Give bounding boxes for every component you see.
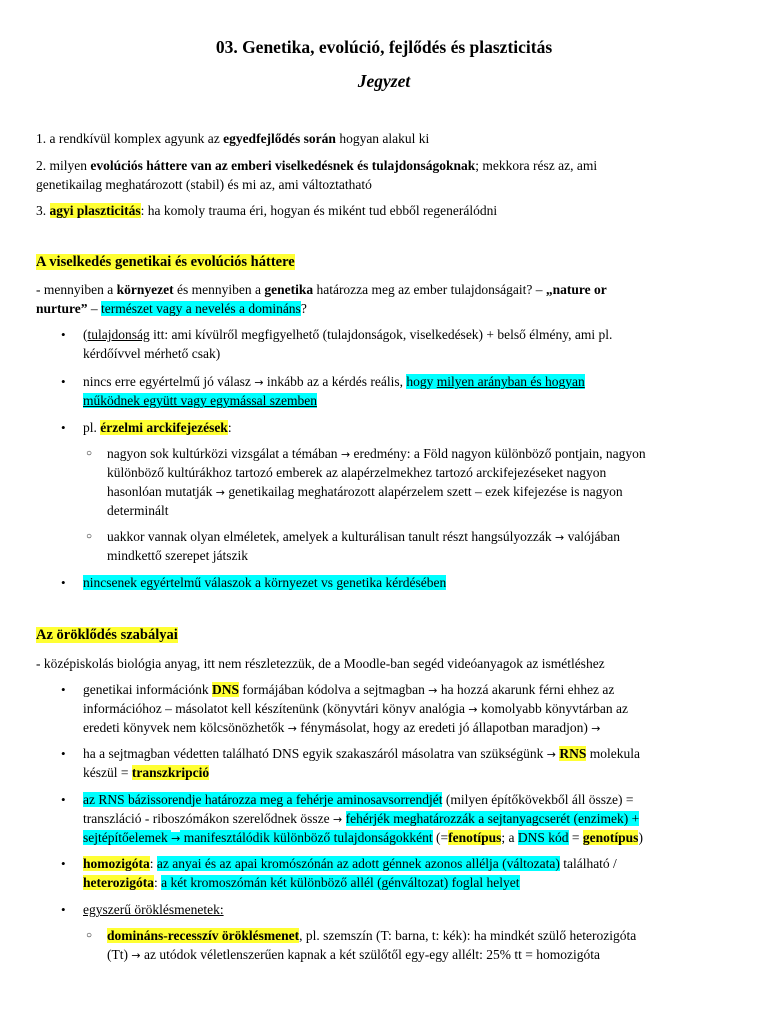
arrow-icon: →: [215, 486, 225, 499]
s1-bullet-4: nincsenek egyértelmű válaszok a környezet vs genetika kérdésében: [83, 575, 447, 590]
s2-bullet-3-cont: transzláció - riboszómákon szerelődnek össze → fehérjék meghatározzák a sejtanyagcserét (enzimek) +: [83, 811, 640, 826]
intro-line-1: 1. a rendkívül komplex agyunk az egyedfejlődés során hogyan alakul ki: [36, 131, 430, 146]
s1-sub-2-cont: mindkettő szerepet játszik: [107, 548, 248, 563]
s1-bullet-3: pl. érzelmi arckifejezések:: [83, 420, 232, 435]
arrow-icon: →: [333, 813, 343, 826]
intro-line-3: 3. agyi plaszticitás: ha komoly trauma éri, hogyan és miként tud ebből regenerálódni: [36, 203, 498, 218]
s1-sub-1: nagyon sok kultúrközi vizsgálat a témában → eredmény: a Föld nagyon különböző pontjain, nagyon: [107, 446, 646, 461]
s2-bullet-2: ha a sejtmagban védetten található DNS egyik szakaszáról másolatra van szükségünk → RNS molekula: [83, 746, 640, 761]
arrow-icon: →: [287, 722, 297, 735]
bullet-icon: •: [61, 575, 66, 590]
arrow-icon: →: [131, 949, 141, 962]
bullet-icon: •: [61, 420, 66, 435]
arrow-icon: →: [554, 531, 565, 544]
section-heading-2: Az öröklődés szabályai: [36, 627, 178, 643]
s1-sub-2: uakkor vannak olyan elméletek, amelyek a kulturálisan tanult részt hangsúlyozzák → valójában: [107, 529, 621, 544]
circle-bullet-icon: ○: [86, 531, 93, 542]
s1-sub-1-cont: különböző kultúrákhoz tartozó emberek az alapérzelmekhez tartozó arckifejezéseket nagyon: [107, 465, 607, 480]
bullet-icon: •: [61, 746, 66, 761]
document-subtitle: Jegyzet: [357, 71, 411, 91]
bullet-icon: •: [61, 856, 66, 871]
s2-bullet-1: genetikai információnk DNS formájában kódolva a sejtmagban → ha hozzá akarunk férni ehhez az: [83, 682, 615, 697]
s2-bullet-1-cont2: eredeti könyvek nem kölcsönözhetők → fénymásolat, hogy az eredeti jó állapotban maradjon) →: [83, 720, 601, 735]
circle-bullet-icon: ○: [86, 930, 93, 941]
s1-bullet-1-cont: kérdőívvel mérhető csak): [83, 346, 221, 361]
s2-sub-1: domináns-recesszív öröklésmenet, pl. szemszín (T: barna, t: kék): ha mindkét szülő heterozigóta: [107, 928, 637, 943]
arrow-icon: →: [171, 832, 181, 845]
s2-bullet-2-cont: készül = transzkripció: [83, 765, 210, 780]
s2-sub-1-cont: (Tt) → az utódok véletlenszerűen kapnak a két szülőtől egy-egy allélt: 25% tt = homozigóta: [107, 947, 600, 962]
bullet-icon: •: [61, 682, 66, 697]
s1-sub-1-cont3: determinált: [107, 503, 169, 518]
section2-paragraph: - középiskolás biológia anyag, itt nem részletezzük, de a Moodle-ban segéd videóanyagok az ismétléshez: [36, 656, 605, 671]
s1-sub-1-cont2: hasonlóan mutatják → genetikailag meghatározott alapérzelem szett – ezek kifejezése is nagyon: [107, 484, 623, 499]
arrow-icon: →: [340, 448, 351, 461]
s1-bullet-2-cont: működnek együtt vagy egymással szemben: [83, 393, 317, 408]
bullet-icon: •: [61, 792, 66, 807]
arrow-icon: →: [254, 376, 264, 389]
s1-bullet-2: nincs erre egyértelmű jó válasz → inkább az a kérdés reális, hogy milyen arányban és hogyan: [83, 374, 585, 389]
document-title: 03. Genetika, evolúció, fejlődés és plaszticitás: [215, 37, 553, 57]
arrow-icon: →: [591, 722, 601, 735]
s2-bullet-1-cont: információhoz – másolatot kell készítenünk (könyvtári könyv analógia → komolyabb könyvtárban az: [83, 701, 628, 716]
arrow-icon: →: [468, 703, 478, 716]
circle-bullet-icon: ○: [86, 448, 93, 459]
s2-bullet-4: homozigóta: az anyai és az apai kromószónán az adott génnek azonos allélja (változata) található /: [83, 856, 617, 871]
section-heading-1: A viselkedés genetikai és evolúciós háttere: [36, 254, 295, 270]
s2-bullet-3: az RNS bázissorendje határozza meg a fehérje aminosavsorrendjét (milyen építőkövekből áll össze) =: [83, 792, 634, 807]
section1-paragraph-cont: nurture” – természet vagy a nevelés a domináns?: [36, 301, 307, 316]
intro-line-2-cont: genetikailag meghatározott (stabil) és mi az, ami változtatható: [36, 177, 372, 192]
bullet-icon: •: [61, 902, 66, 917]
section1-paragraph: - mennyiben a környezet és mennyiben a genetika határozza meg az ember tulajdonságait? – „nature or: [36, 282, 607, 297]
bullet-icon: •: [61, 327, 66, 342]
bullet-icon: •: [61, 374, 66, 389]
arrow-icon: →: [546, 748, 556, 761]
s2-bullet-3-cont2: sejtépítőelemek → manifesztálódik különböző tulajdonságokként (=fenotípus; a DNS kód = genotípus): [83, 830, 643, 845]
s2-bullet-4-cont: heterozigóta: a két kromoszómán két különböző allél (génváltozat) foglal helyet: [83, 875, 520, 890]
s1-bullet-1: (tulajdonság itt: ami kívülről megfigyelhető (tulajdonságok, viselkedések) + belső élmény, ami pl.: [83, 327, 613, 342]
s2-bullet-5: egyszerű öröklésmenetek:: [83, 902, 224, 917]
arrow-icon: →: [428, 684, 438, 697]
intro-line-2: 2. milyen evolúciós háttere van az emberi viselkedésnek és tulajdonságoknak; mekkora rész az, ami: [36, 158, 598, 173]
